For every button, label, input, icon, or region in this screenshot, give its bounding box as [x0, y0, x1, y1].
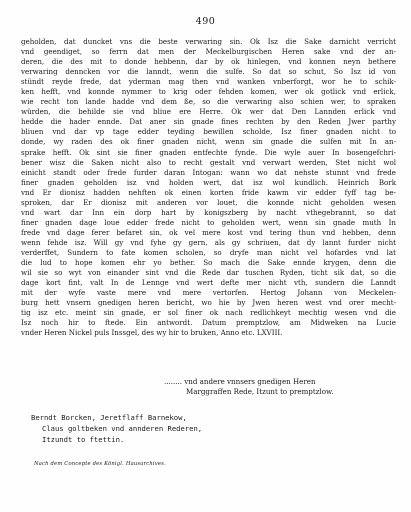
closing-line: Marggraffen Rede, Itzunt to premptzlow. — [186, 387, 334, 396]
page-number: 490 — [195, 16, 216, 27]
text-line: wie recht ton lande hadde vnd dem ße, so die verwaring also schien wer, to spraken — [21, 97, 396, 107]
signature-line: Claus goltbeken vnd annderen Rederen, — [42, 424, 203, 433]
text-line: stündt reyde frede, dat yderman mag then vnd wanken vnberforgt, wor he to schik- — [21, 77, 396, 87]
text-line: mit der wyfe vaste mere vnd mere vertorfen. Hertog Johann von Meckelen- — [21, 288, 396, 298]
text-line: frede vnd dage ferer befaret sin, ok vel mere kost vnd tering thun vnd hebben, denn — [21, 227, 396, 237]
text-line: verwaring denncken vor die lanndt, wenn die sulfe. So dat so schut, So Isz id von — [21, 67, 396, 77]
text-line: donde, wy raden des ok finer gnaden nicht, wenn sin gnade die sulfen mit In an- — [21, 137, 396, 147]
text-line: Isz noch hir to ftede. Ein antwordt. Datum premptzlow, am Midweken na Lucie — [21, 318, 396, 328]
signature-block — [31, 412, 202, 445]
text-line: finer gnaden geholden isz vnd holden wert, dat isz wol kundlich. Heinrich Bork — [21, 177, 396, 187]
text-line: sproken, dar Er dionisz mit anderen vor louet, die konnde nicht geholden wesen — [21, 197, 396, 207]
text-line: vnd geendiget, so ferrn dat men der Meckelburgischen Heren sake vnd der an- — [21, 47, 396, 57]
text-line: ken hefft, vnd konnde nymmer to krig oder fehden komen, wer ok gotlick vnd erlick, — [21, 87, 396, 97]
text-line: die lud to hope komen ehr yo bether. So mach die Sake ennde krygen, denn die — [21, 258, 396, 268]
text-line: geholden, dat duncket vns die beste verwaring sin. Ok Isz die Sake darnicht verricht — [21, 37, 396, 46]
signature-line: Berndt Borcken, Jeretflaff Barnekow, — [31, 413, 187, 422]
text-line: deren, die des mit to donde hebbenn, dar by ok hinlegen, vnd konnen neyn bethere — [21, 57, 396, 67]
text-line: würden, die behilde sie vnd bliue ere Herre. Ok wer dat Den Lannden erlick vnd — [21, 107, 396, 117]
text-line: sprake hefft. Ok sint sie finer gnaden entfechte fynde. Die wyle auer In bosengefchri- — [21, 147, 396, 157]
body-text — [21, 37, 396, 338]
text-line: wil sie so wyt von einander sint vnd die Rede dar tuschen Ryden, ticht sik dat, so die — [21, 268, 396, 278]
text-line: verderffet, Sundern to fate komen scholen, so dryfe man nicht vel hofardes vnd lat — [21, 247, 396, 257]
text-line: dage kort fint, valt In de Lennge vnd wert defte mer nicht vth, sundern die Lanndt — [21, 278, 396, 288]
text-line: vnd Er dionisz hadden nehften ok einen korten fride kawm vir edder fyff tag be- — [21, 187, 396, 197]
text-line: finer gnaden dage loue edder frede nicht to geholden wert, wenn sin gnade muth In — [21, 217, 396, 227]
closing-line: ........ vnd andere vnnsers gnedigen Heren — [164, 377, 316, 386]
signature-line: Itzundt to ftettin. — [42, 435, 125, 444]
text-line: bener wisz die Saken nicht also to recht gestalt vnd verwart werden, Stet nicht wol — [21, 157, 396, 167]
text-line: tig isz etc. meint sin gnade, er sol finer ok nach redlichkeyt mechtig wesen vnd die — [21, 308, 396, 318]
source-footnote: Nach dem Concepte des Königl. Hausarchives. — [34, 461, 166, 467]
text-line: vnder Heren Nickel puls Inssgel, des wy hir to bruken, Anno etc. LXVIII. — [21, 328, 283, 338]
text-line: vnd wart dar Inn ein dorp hart by konigszberg by nacht vthegebrannt, so dat — [21, 207, 396, 217]
text-line: bliuen vnd dar vp tage edder teyding bewillen scholde, Isz finer gnaden nicht to — [21, 127, 396, 137]
text-line: wenn fehde isz. Will gy vnd fyhe gy gern, als gy schriuen, dat dy lannt furder nicht — [21, 237, 396, 247]
text-line: einicht standt oder frede furder daran Intogan: wann wo dat nehste stunnt vnd frede — [21, 167, 396, 177]
text-line: burg hett vnsern gnedigen heren bericht, wo hie by Jwen heren west vnd orer mecht- — [21, 298, 396, 308]
text-line: hedde die hader ennde. Dat aner sin gnade fines rechten by den Reden Jwer parthy — [21, 117, 396, 127]
